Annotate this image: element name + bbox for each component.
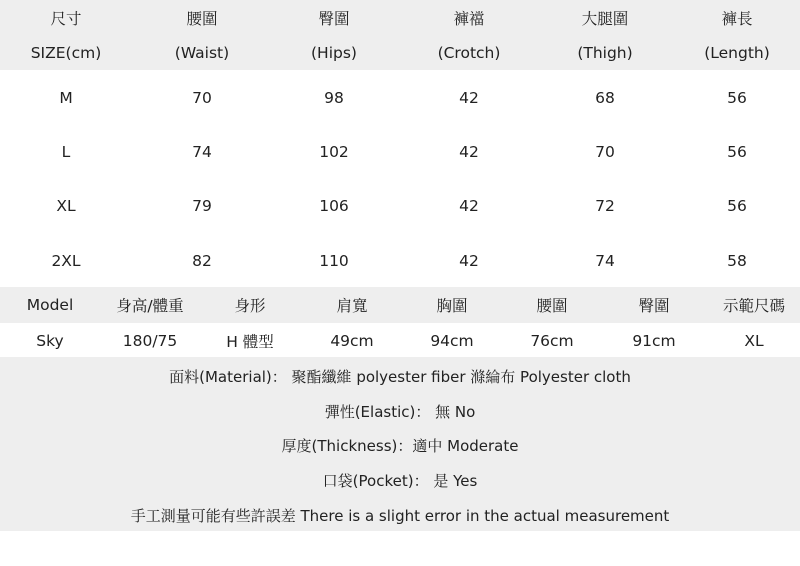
hips-cell: 102	[319, 143, 349, 161]
waist-cell: 79	[192, 197, 212, 215]
model-name-cell: Sky	[36, 332, 64, 350]
header-size-cn: 尺寸	[50, 10, 82, 28]
length-cell: 56	[727, 197, 747, 215]
size-cell: L	[61, 143, 71, 161]
hips-cell: 106	[319, 197, 349, 215]
size-row-l	[0, 137, 800, 167]
model-waist-cell: 76cm	[530, 332, 574, 350]
model-header-chest: 胸圍	[436, 297, 468, 315]
model-header-body-type: 身形	[234, 297, 266, 315]
size-row-m	[0, 83, 800, 113]
waist-cell: 82	[192, 252, 212, 270]
model-header-height-weight: 身高/體重	[116, 297, 184, 315]
header-thigh-cn: 大腿圍	[581, 10, 629, 28]
thigh-cell: 74	[595, 252, 615, 270]
model-header-size-worn: 示範尺碼	[722, 297, 785, 315]
length-cell: 56	[727, 89, 747, 107]
size-cell: M	[59, 89, 73, 107]
size-cell: XL	[56, 197, 76, 215]
header-size-en: SIZE(cm)	[30, 44, 102, 62]
model-header-shoulder: 肩寬	[336, 297, 368, 315]
header-length-cn: 褲長	[721, 10, 753, 28]
header-waist-en: (Waist)	[174, 44, 230, 62]
model-hips-cell: 91cm	[632, 332, 676, 350]
hips-cell: 98	[324, 89, 344, 107]
pocket-note: 口袋(Pocket)： 是 Yes	[322, 472, 478, 490]
crotch-cell: 42	[459, 197, 479, 215]
measurement-error-note: 手工測量可能有些許誤差 There is a slight error in the actual measurement	[130, 507, 670, 525]
crotch-cell: 42	[459, 143, 479, 161]
size-header-en-row	[0, 38, 800, 68]
header-length-en: (Length)	[704, 44, 770, 62]
size-header-cn-row	[0, 4, 800, 32]
header-waist-cn: 腰圍	[186, 10, 218, 28]
model-height-weight-cell: 180/75	[122, 332, 178, 350]
header-hips-cn: 臀圍	[318, 10, 350, 28]
model-header-model: Model	[26, 296, 74, 314]
waist-cell: 70	[192, 89, 212, 107]
material-note: 面料(Material)： 聚酯纖維 polyester fiber 滌綸布 Polyester cloth	[169, 368, 631, 386]
model-header-row	[0, 290, 800, 320]
model-data-row	[0, 326, 800, 356]
header-crotch-en: (Crotch)	[437, 44, 501, 62]
header-hips-en: (Hips)	[311, 44, 357, 62]
thigh-cell: 70	[595, 143, 615, 161]
model-shoulder-cell: 49cm	[330, 332, 374, 350]
header-thigh-en: (Thigh)	[577, 44, 633, 62]
hips-cell: 110	[319, 252, 349, 270]
model-chest-cell: 94cm	[430, 332, 474, 350]
thigh-cell: 68	[595, 89, 615, 107]
size-row-2xl	[0, 246, 800, 276]
waist-cell: 74	[192, 143, 212, 161]
model-header-hips: 臀圍	[638, 297, 670, 315]
length-cell: 56	[727, 143, 747, 161]
crotch-cell: 42	[459, 252, 479, 270]
size-cell: 2XL	[51, 252, 81, 270]
crotch-cell: 42	[459, 89, 479, 107]
model-header-waist: 腰圍	[536, 297, 568, 315]
length-cell: 58	[727, 252, 747, 270]
model-body-type-cell: H 體型	[226, 333, 274, 351]
header-crotch-cn: 褲襠	[453, 10, 485, 28]
model-size-worn-cell: XL	[744, 332, 764, 350]
size-row-xl	[0, 191, 800, 221]
elastic-note: 彈性(Elastic)： 無 No	[324, 403, 476, 421]
thigh-cell: 72	[595, 197, 615, 215]
thickness-note: 厚度(Thickness)：適中 Moderate	[281, 437, 519, 455]
